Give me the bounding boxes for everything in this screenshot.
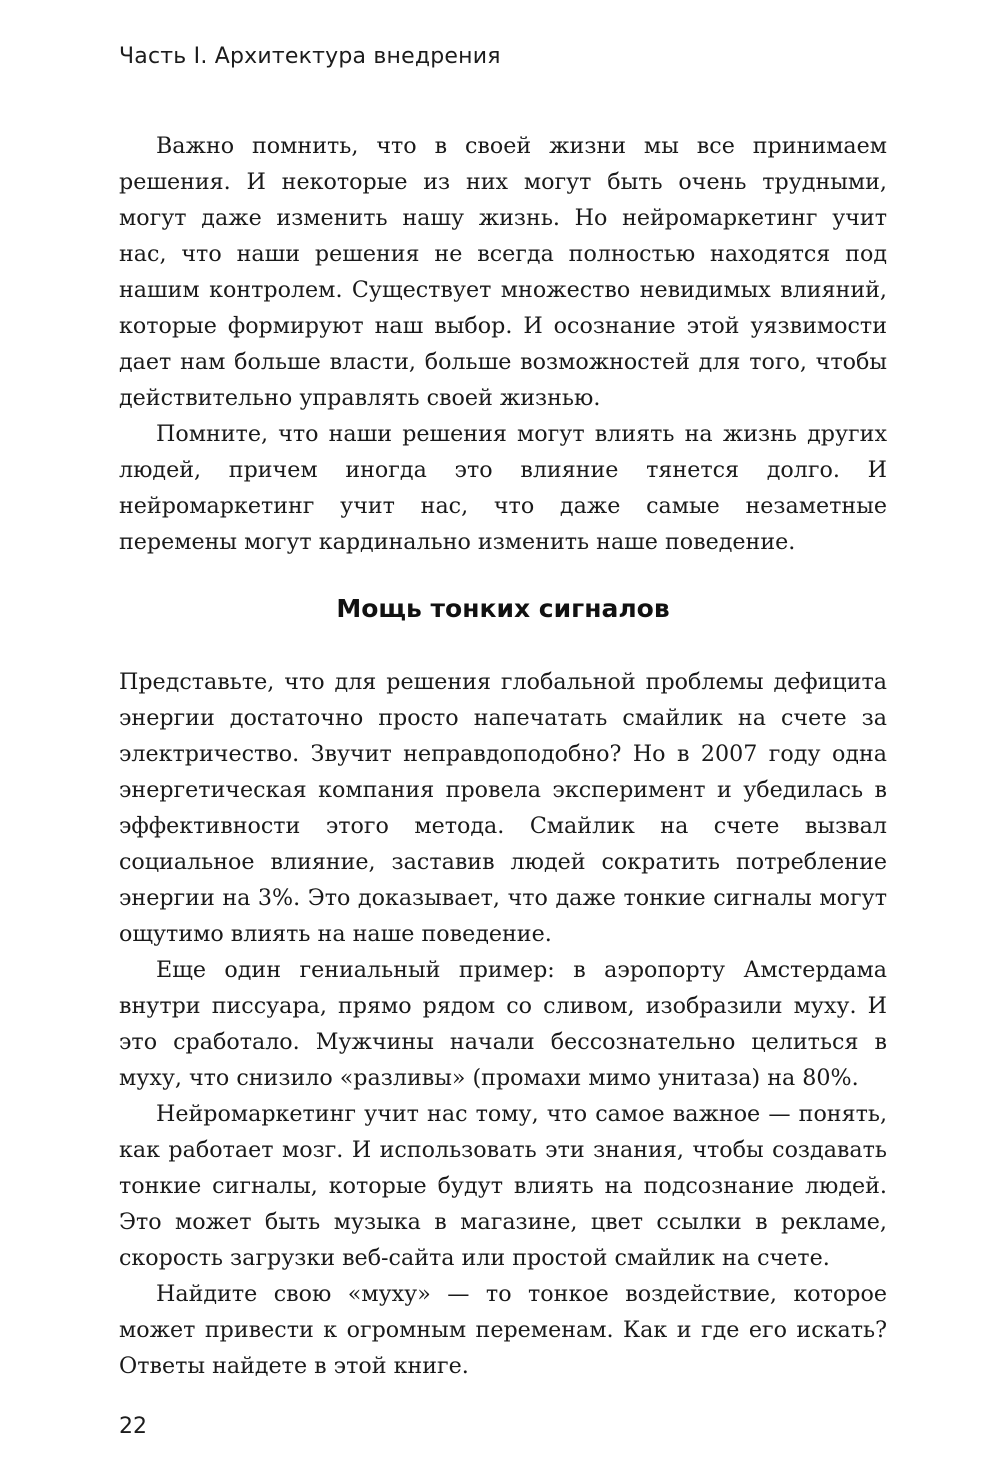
- running-head: Часть I. Архитектура внедрения: [119, 44, 501, 69]
- section-text: [119, 664, 887, 1384]
- intro-text: [119, 128, 887, 560]
- paragraph: Нейромаркетинг учит нас тому, что самое важное — понять, как работает мозг. И использовать эти знания, чтобы создавать тонкие сигналы, которые будут влиять на подсознание людей. Это может быть музыка в магазине, цвет ссылки в рекламе, скорость загрузки веб-сайта или простой смайлик на счете.: [119, 1101, 887, 1271]
- page-number: 22: [119, 1414, 147, 1439]
- section-heading: Мощь тонких сигналов: [336, 594, 670, 623]
- paragraph: Еще один гениальный пример: в аэропорту Амстердама внутри писсуара, прямо рядом со сливом, изобразили муху. И это сработало. Мужчины начали бессознательно целиться в муху, что снизило «разливы» (промахи мимо унитаза) на 80%.: [119, 957, 887, 1091]
- paragraph: Представьте, что для решения глобальной проблемы дефицита энергии достаточно просто напечатать смайлик на счете за электричество. Звучит неправдоподобно? Но в 2007 году одна энергетическая компания провела эксперимент и убедилась в эффективности этого метода. Смайлик на счете вызвал социальное влияние, заставив людей сократить потребление энергии на 3%. Это доказывает, что даже тонкие сигналы могут ощутимо влиять на наше поведение.: [119, 669, 887, 947]
- paragraph: Важно помнить, что в своей жизни мы все принимаем решения. И некоторые из них могут быть очень трудными, могут даже изменить нашу жизнь. Но нейромаркетинг учит нас, что наши решения не всегда полностью находятся под нашим контролем. Существует множество невидимых влияний, которые формируют наш выбор. И осознание этой уязвимости дает нам больше власти, больше возможностей для того, чтобы действительно управлять своей жизнью.: [119, 133, 887, 411]
- paragraph: Помните, что наши решения могут влиять на жизнь других людей, причем иногда это влияние тянется долго. И нейромаркетинг учит нас, что даже самые незаметные перемены могут кардинально изменить наше поведение.: [119, 421, 887, 555]
- paragraph: Найдите свою «муху» — то тонкое воздействие, которое может привести к огромным переменам. Как и где его искать? Ответы найдете в этой книге.: [119, 1281, 887, 1379]
